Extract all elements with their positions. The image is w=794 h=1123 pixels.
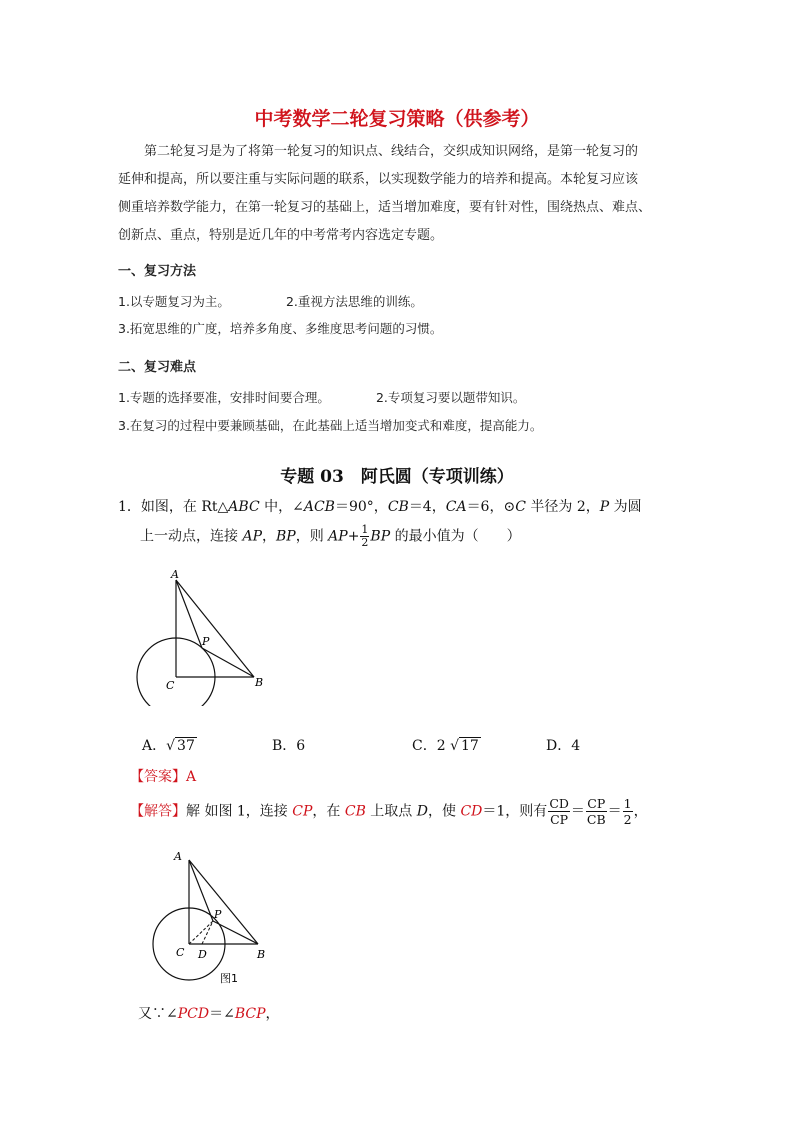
question-line-2: 上一动点，连接 AP，BP，则 AP+ $\frac{1}{2}$ BP 的最小值为（ ）: [140, 523, 521, 549]
segment-bp: [213, 921, 258, 944]
answer-tag: 【答案】: [130, 769, 186, 785]
fraction-one-half: $\frac{1}{2}$: [623, 796, 632, 827]
option-b: B．6: [272, 738, 306, 754]
option-a: A．√ 37: [142, 738, 195, 754]
last-line: 又∵∠PCD＝∠BCP，: [138, 1006, 280, 1022]
label-b: B: [255, 676, 264, 689]
section1-items-row: [118, 292, 423, 310]
topic-heading: 专题 03 阿氏圆（专项训练）: [280, 467, 514, 487]
section2-item-2: 2.专项复习要以题带知识。: [375, 390, 526, 405]
label-p: P: [214, 908, 222, 921]
figure-1: [130, 566, 280, 706]
intro-line-3: 侧重培养数学能力，在第一轮复习的基础上，适当增加难度，要有针对性，围绕热点、难点、: [118, 200, 652, 215]
page-title: 中考数学二轮复习策略（供参考）: [254, 108, 540, 130]
intro-line-2: 延伸和提高，所以要注重与实际问题的联系，以实现数学能力的培养和提高。本轮复习应该: [118, 172, 639, 187]
segment-ab: [189, 860, 258, 944]
label-b: B: [257, 948, 266, 961]
option-c: C．2 √ 17: [412, 738, 479, 754]
label-d: D: [198, 948, 207, 961]
fraction-cd-cp: $\frac{CD}{CP}$: [549, 796, 569, 827]
section2-heading: 二、复习难点: [118, 360, 197, 375]
option-d: D．4: [546, 738, 581, 754]
sqrt-37: √ 37: [166, 738, 195, 754]
section2-items-row: [118, 388, 525, 406]
label-a: A: [171, 568, 179, 581]
label-c: C: [166, 679, 175, 692]
intro-line-1: 第二轮复习是为了将第一轮复习的知识点、线结合，交织成知识网络，是第一轮复习的: [144, 144, 639, 159]
section1-item-3: 3.拓宽思维的广度，培养多角度、多维度思考问题的习惯。: [118, 321, 443, 336]
segment-ap: [189, 860, 213, 921]
section2-item-1: 1.专题的选择要准，安排时间要合理。: [118, 390, 330, 405]
section1-item-1: 1.以专题复习为主。: [118, 294, 230, 309]
segment-ab: [176, 580, 254, 677]
label-a: A: [174, 850, 182, 863]
fraction-half: $\frac{1}{2}$: [361, 523, 369, 549]
solution-line: 【解答】解 如图 1，连接 CP，在 CB 上取点 D，使 CD＝1，则有 $\frac{CD}{CP}$ ＝ $\frac{CP}{CB}$ ＝ $\frac{1}{2}$ ，: [130, 796, 648, 827]
segment-bp: [202, 648, 254, 677]
intro-paragraph: [118, 138, 678, 250]
figure-caption: 图1: [220, 972, 238, 985]
intro-line-4: 创新点、重点，特别是近几年的中考常考内容选定专题。: [118, 228, 444, 243]
sqrt-17: √ 17: [450, 738, 479, 754]
answer-value: A: [186, 769, 197, 785]
section1-heading: 一、复习方法: [118, 264, 197, 279]
section2-item-3: 3.在复习的过程中要兼顾基础，在此基础上适当增加变式和难度，提高能力。: [118, 418, 543, 433]
label-p: P: [202, 635, 210, 648]
fraction-cp-cb: $\frac{CP}{CB}$: [586, 796, 606, 827]
section1-item-2: 2.重视方法思维的训练。: [285, 294, 423, 309]
segment-dp-dashed: [202, 921, 213, 944]
answer-line: [130, 766, 196, 786]
solution-tag: 【解答】: [130, 803, 186, 820]
label-c: C: [176, 946, 185, 959]
segment-cp-dashed: [189, 921, 213, 944]
figure-2: [140, 846, 280, 991]
question-line-1: 1．如图，在 Rt△ABC 中，∠ACB＝90°，CB＝4，CA＝6，⊙C 半径为 2，P 为圆: [118, 499, 642, 515]
